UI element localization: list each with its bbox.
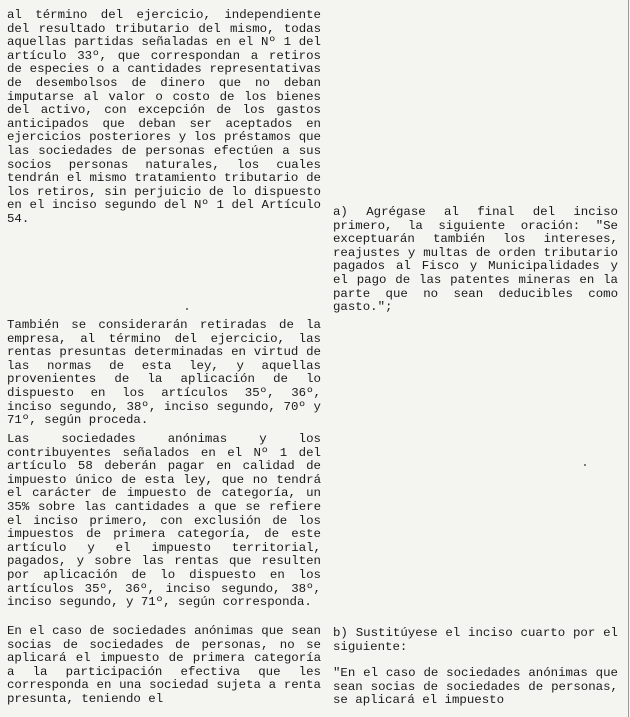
page-edge-line [628, 0, 629, 717]
left-paragraph-1: al término del ejercicio, independiente del resultado tributario del mismo, todas aquellas partidas señaladas en el Nº 1 del artículo 33º, que correspondan a retiros de especies o a cantidades representativas de desembolsos de dinero que no deban imputarse al valor o costo de los bienes del activo, con excepción de los gastos anticipados que deban ser aceptados en ejercicios posteriores y los préstamos que las sociedades de personas efectúen a sus socios personas naturales, los cuales tendrán el mismo tratamiento tributario de los retiros, sin perjuicio de lo dispuesto en el inciso segundo del Nº 1 del Artículo 54. [7, 8, 321, 226]
scan-speck [584, 464, 586, 466]
scan-speck [186, 308, 188, 310]
right-paragraph-2: b) Sustitúyese el inciso cuarto por el siguiente: [333, 626, 618, 654]
left-paragraph-3: Las sociedades anónimas y los contribuyentes señalados en el Nº 1 del artículo 58 deberán pagar en calidad de impuesto único de esta ley, que no tendrá el carácter de impuesto de categoría, un 35% sobre las cantidades a que se refiere el inciso primero, con exclusión de los impuestos de primera categoría, de este artículo y el impuesto territorial, pagados, y sobre las rentas que resulten por aplicación de lo dispuesto en los artículos 35º, 36º, inciso segundo, 38º, inciso segundo, y 71º, según corresponda. [7, 432, 321, 610]
right-paragraph-1: a) Agrégase al final del inciso primero, la siguiente oración: "Se exceptuarán también los intereses, reajustes y multas de orden tributario pagados al Fisco y Municipalidades y el pago de las patentes mineras en la parte que no sean deducibles como gasto."; [333, 205, 618, 315]
left-paragraph-2: También se considerarán retiradas de la empresa, al término del ejercicio, las rentas presuntas determinadas en virtud de las normas de esta ley, y aquellas provenientes de la aplicación de lo dispuesto en los artículos 35º, 36º, inciso segundo, 38º, inciso segundo, 70º y 71º, según proceda. [7, 318, 321, 428]
right-paragraph-3: "En el caso de sociedades anónimas que sean socias de sociedades de personas, se aplicará el impuesto [333, 666, 618, 708]
left-paragraph-4: En el caso de sociedades anónimas que sean socias de sociedades de personas, no se aplicará el impuesto de primera categoría a la participación efectiva que les corresponda en una sociedad sujeta a renta presunta, teniendo el [7, 624, 321, 706]
